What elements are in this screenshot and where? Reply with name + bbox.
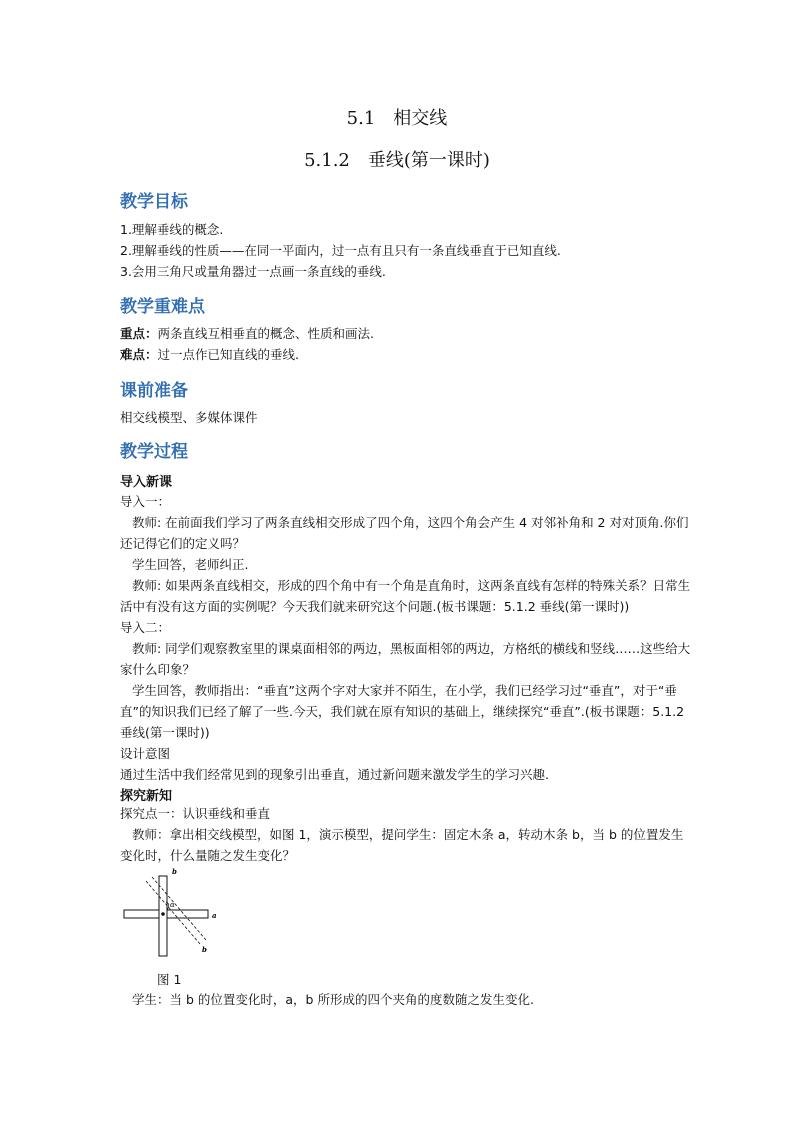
objective-item-1: 1.理解垂线的概念. xyxy=(120,222,224,237)
intro2-label: 导入二： xyxy=(120,620,171,635)
figure-caption: 图 1 xyxy=(157,972,182,987)
design-intent-label: 设计意图 xyxy=(120,746,171,761)
objective-item-3: 3.会用三角尺或量角器过一点画一条直线的垂线. xyxy=(120,264,386,279)
section-heading-key-points: 教学重难点 xyxy=(120,297,205,317)
bar-b xyxy=(159,876,167,956)
subheading-explore: 探究新知 xyxy=(120,789,173,804)
intro1-label: 导入一： xyxy=(120,494,171,509)
label-a: a xyxy=(212,911,217,920)
page-subtitle: 5.1.2 垂线(第一课时) xyxy=(304,150,490,171)
intro1-paragraph-3: 教师: 如果两条直线相交，形成的四个角中有一个角是直角时，这两条直线有怎样的特殊关系？日常生活中有没有这方面的实例呢？今天我们就来研究这个问题.(板书课题：5.1.2 垂线(第一课时)) xyxy=(120,578,691,614)
page-title: 5.1 相交线 xyxy=(346,108,448,129)
preparation-text: 相交线模型、多媒体课件 xyxy=(120,410,258,425)
label-alpha: α xyxy=(170,901,175,909)
section-heading-preparation: 课前准备 xyxy=(120,381,188,401)
difficult-point-text: 过一点作已知直线的垂线. xyxy=(157,347,299,362)
label-b-top: b xyxy=(172,867,177,876)
section-heading-process: 教学过程 xyxy=(120,442,188,462)
key-point-text: 两条直线互相垂直的概念、性质和画法. xyxy=(157,326,374,341)
figure-intersecting-lines xyxy=(118,866,228,958)
label-b-bottom: b xyxy=(202,945,207,954)
intersection-point xyxy=(161,912,165,916)
intro1-paragraph-2: 学生回答，老师纠正. xyxy=(132,557,249,572)
key-point-label: 重点： xyxy=(120,326,158,341)
subheading-intro: 导入新课 xyxy=(120,475,173,490)
student-answer: 学生：当 b 的位置变化时，a，b 所形成的四个夹角的度数随之发生变化. xyxy=(132,992,534,1007)
design-intent-text: 通过生活中我们经常见到的现象引出垂直，通过新问题来激发学生的学习兴趣. xyxy=(120,767,549,782)
intro1-paragraph-1: 教师: 在前面我们学习了两条直线相交形成了四个角，这四个角会产生 4 对邻补角和 2 对对顶角.你们还记得它们的定义吗？ xyxy=(120,515,689,551)
objective-item-2: 2.理解垂线的性质——在同一平面内，过一点有且只有一条直线垂直于已知直线. xyxy=(120,243,561,258)
difficult-point-line xyxy=(120,347,299,363)
key-point-line xyxy=(120,326,374,342)
intro2-paragraph-1: 教师: 同学们观察教室里的课桌面相邻的两边，黑板面相邻的两边，方格纸的横线和竖线……这些给大家什么印象？ xyxy=(120,641,691,677)
explore1-paragraph: 教师：拿出相交线模型，如图 1，演示模型，提问学生：固定木条 a，转动木条 b，当 b 的位置发生变化时，什么量随之发生变化？ xyxy=(120,827,684,863)
section-heading-objectives: 教学目标 xyxy=(120,192,188,212)
intro2-paragraph-2: 学生回答，教师指出：“垂直”这两个字对大家并不陌生，在小学，我们已经学习过“垂直”，对于“垂直”的知识我们已经了解了一些.今天，我们就在原有知识的基础上，继续探究“垂直”.(板书课题：5.1.2 垂线(第一课时)) xyxy=(120,683,685,740)
explore1-label: 探究点一：认识垂线和垂直 xyxy=(120,806,271,821)
difficult-point-label: 难点： xyxy=(120,347,158,362)
